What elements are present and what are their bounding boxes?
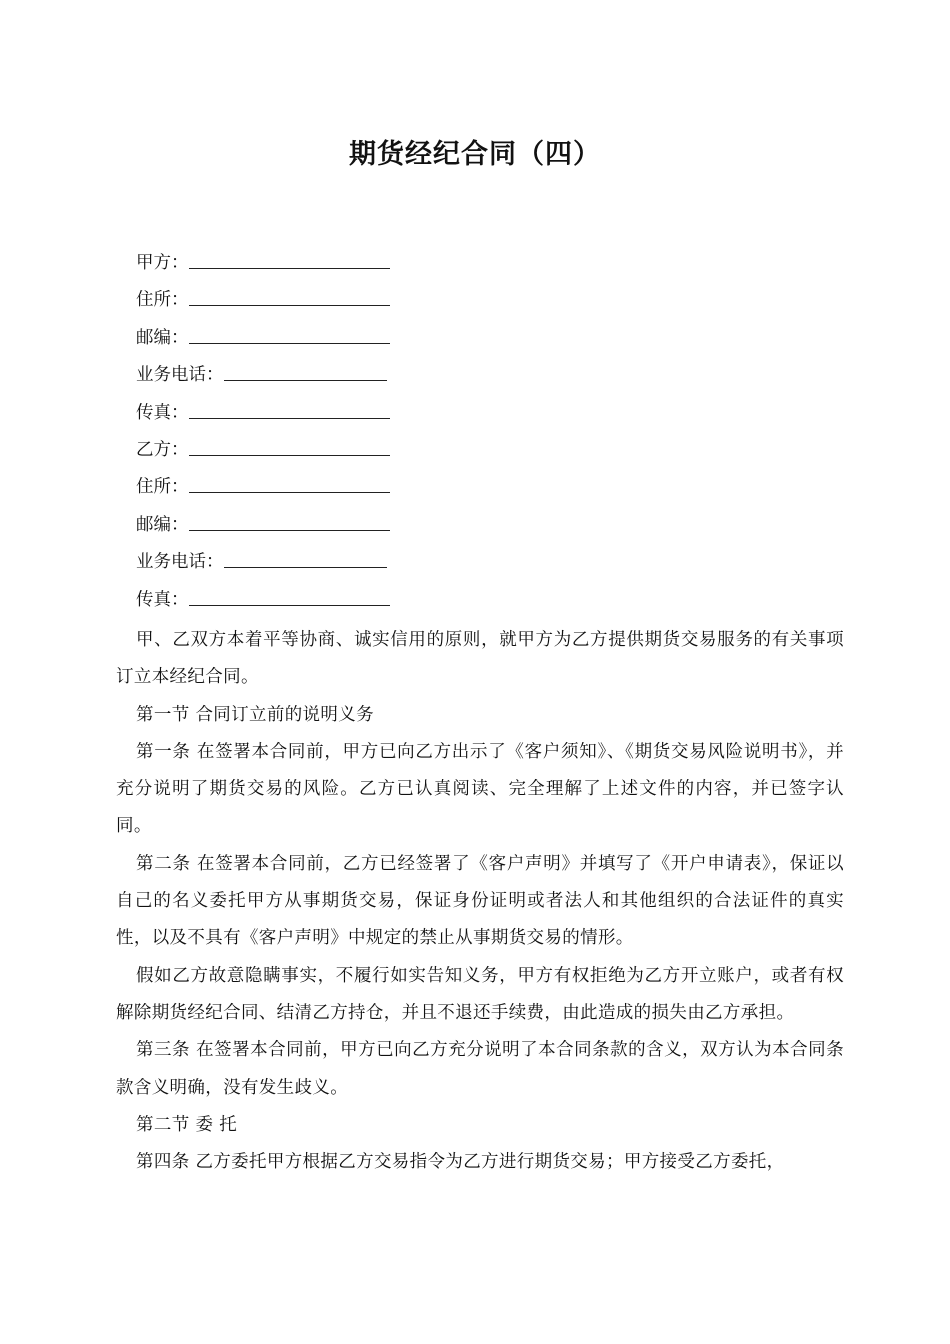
- fill-in-blank[interactable]: [189, 286, 390, 306]
- party-a-postcode-field: [136, 324, 390, 361]
- section-heading: 第二节 委 托: [136, 1114, 238, 1135]
- fill-in-blank[interactable]: [224, 361, 387, 381]
- fill-in-blank[interactable]: [189, 324, 390, 344]
- article-paragraph: 第一条 在签署本合同前，甲方已向乙方出示了《客户须知》、《期货交易风险说明书》，并充分说明了期货交易的风险。乙方已认真阅读、完全理解了上述文件的内容，并已签字认同。: [116, 741, 844, 837]
- field-label: 住所：: [136, 477, 189, 498]
- party-a-phone-field: [136, 361, 390, 398]
- fill-in-blank[interactable]: [189, 249, 390, 269]
- field-label: 邮编：: [136, 327, 189, 348]
- field-label: 邮编：: [136, 514, 189, 535]
- field-label: 乙方：: [136, 439, 189, 460]
- field-label: 传真：: [136, 402, 189, 423]
- party-b-fax-field: [136, 586, 390, 623]
- fill-in-blank[interactable]: [224, 548, 387, 568]
- party-b-address-field: [136, 473, 390, 510]
- preamble-paragraph: 甲、乙双方本着平等协商、诚实信用的原则，就甲方为乙方提供期货交易服务的有关事项订立本经纪合同。: [116, 630, 844, 688]
- party-b-field: [136, 436, 390, 473]
- fill-in-blank[interactable]: [189, 511, 390, 531]
- field-label: 业务电话：: [136, 365, 224, 386]
- article-paragraph: 第二条 在签署本合同前，乙方已经签署了《客户声明》并填写了《开户申请表》，保证以自己的名义委托甲方从事期货交易，保证身份证明或者法人和其他组织的合法证件的真实性，以及不具有《客户声明》中规定的禁止从事期货交易的情形。: [116, 853, 844, 949]
- fill-in-blank[interactable]: [189, 473, 390, 493]
- fill-in-blank[interactable]: [189, 436, 390, 456]
- party-info-fields: [136, 249, 390, 623]
- party-a-fax-field: [136, 399, 390, 436]
- document-title: 期货经纪合同（四）: [349, 139, 601, 170]
- party-a-field: [136, 249, 390, 286]
- contract-body: [116, 622, 844, 1181]
- party-a-address-field: [136, 286, 390, 323]
- party-b-postcode-field: [136, 511, 390, 548]
- field-label: 甲方：: [136, 253, 189, 273]
- field-label: 传真：: [136, 589, 189, 610]
- fill-in-blank[interactable]: [189, 586, 390, 606]
- party-b-phone-field: [136, 548, 390, 585]
- body-paragraph: 假如乙方故意隐瞒事实，不履行如实告知义务，甲方有权拒绝为乙方开立账户，或者有权解除期货经纪合同、结清乙方持仓，并且不退还手续费，由此造成的损失由乙方承担。: [116, 965, 844, 1023]
- section-heading: 第一节 合同订立前的说明义务: [136, 704, 374, 725]
- article-paragraph: 第三条 在签署本合同前，甲方已向乙方充分说明了本合同条款的含义，双方认为本合同条款含义明确，没有发生歧义。: [116, 1040, 844, 1098]
- field-label: 业务电话：: [136, 552, 224, 573]
- fill-in-blank[interactable]: [189, 399, 390, 419]
- field-label: 住所：: [136, 290, 189, 311]
- article-paragraph: 第四条 乙方委托甲方根据乙方交易指令为乙方进行期货交易；甲方接受乙方委托，: [136, 1152, 785, 1173]
